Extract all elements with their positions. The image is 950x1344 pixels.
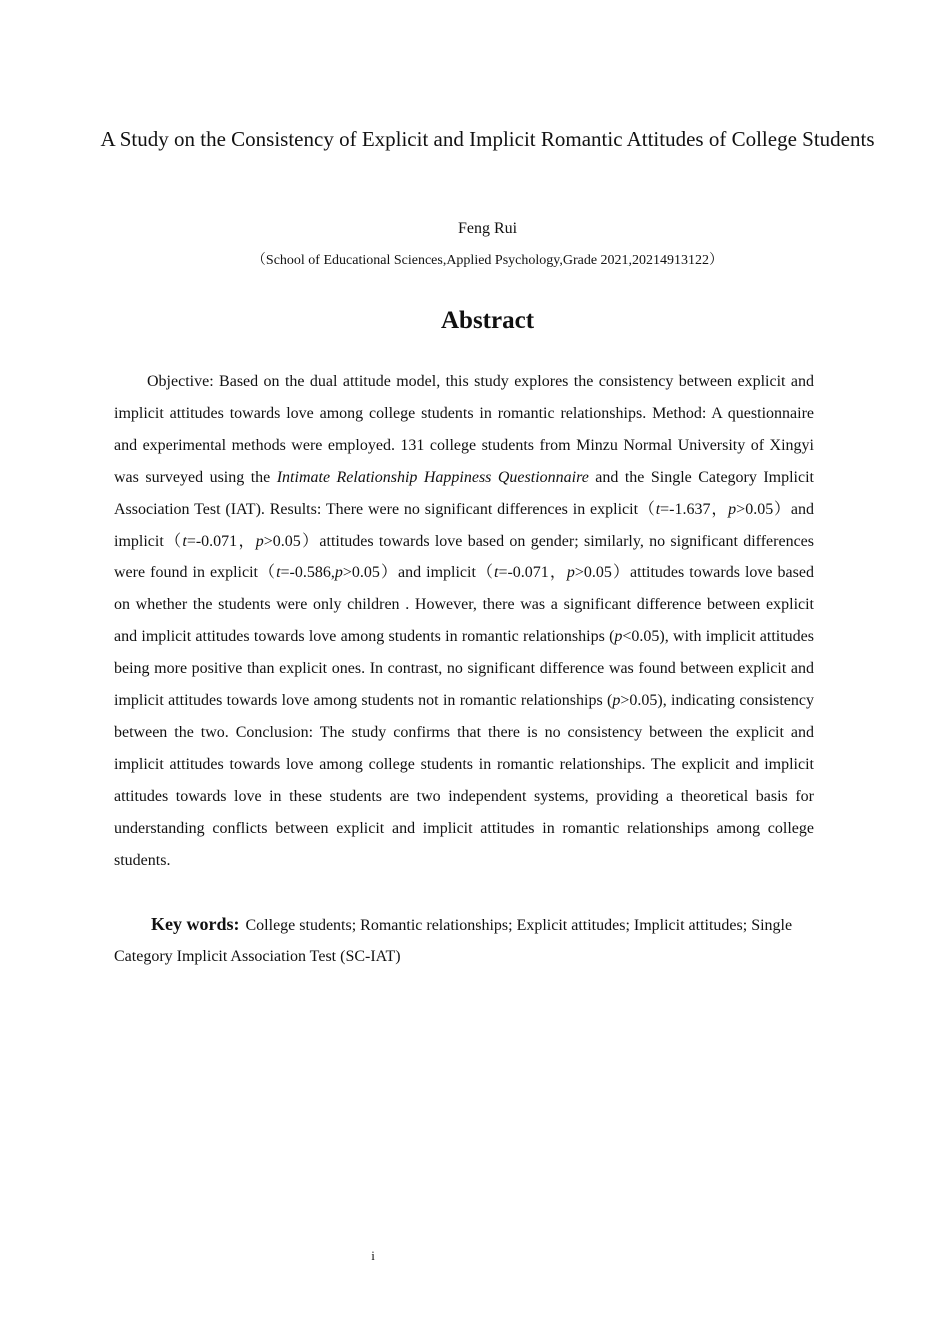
- abstract-text: >0.05）and implicit（: [342, 564, 494, 582]
- stat-symbol-p: p: [566, 564, 575, 582]
- abstract-text: >0.05）attitudes towards love based on gender; similarly, no significant differences were found in explicit（: [114, 532, 815, 582]
- abstract-text: >0.05）and implicit（: [114, 500, 814, 550]
- stat-symbol-p: p: [728, 500, 737, 518]
- abstract-text: =-0.586,: [280, 564, 335, 582]
- paper-title: A Study on the Consistency of Explicit and Implicit Romantic Attitudes of College Students: [100, 127, 875, 151]
- author-affiliation: （School of Educational Sciences,Applied Psychology,Grade 2021,20214913122）: [251, 253, 724, 268]
- author-name: Feng Rui: [457, 220, 518, 237]
- stat-symbol-p: p: [612, 692, 621, 710]
- keywords-label: Key words:: [151, 914, 240, 934]
- stat-symbol-t: t: [494, 564, 499, 582]
- abstract-text: =-0.071，: [498, 564, 567, 582]
- stat-symbol-p: p: [255, 532, 264, 550]
- keywords-paragraph: [114, 909, 814, 972]
- abstract-text: <0.05), with implicit attitudes being more positive than explicit ones. In contrast, no significant difference was found between explicit and implicit attitudes towards love among students not in romantic relationships (: [114, 628, 815, 710]
- questionnaire-title: Intimate Relationship Happiness Questionnaire: [276, 468, 589, 486]
- abstract-text: =-0.071，: [186, 532, 256, 550]
- keywords-text: College students; Romantic relationships; Explicit attitudes; Implicit attitudes; Single Category Implicit Association Test (SC-IAT): [114, 917, 793, 965]
- abstract-body: [114, 366, 814, 877]
- page-number: i: [371, 1248, 375, 1263]
- abstract-heading: Abstract: [440, 307, 535, 334]
- abstract-text: =-1.637，: [660, 500, 729, 518]
- abstract-text: >0.05), indicating consistency between the two. Conclusion: The study confirms that there is no consistency between the explicit and implicit attitudes towards love among college students in romantic relationships. The explicit and implicit attitudes towards love in these students are two independent systems, providing a theoretical basis for understanding conflicts between explicit and implicit attitudes in romantic relationships among college students.: [114, 692, 815, 869]
- abstract-text: and the Single Category Implicit Association Test (IAT). Results: There were no significant differences in explicit（: [114, 468, 814, 518]
- stat-symbol-t: t: [182, 532, 187, 550]
- stat-symbol-p: p: [334, 564, 343, 582]
- stat-symbol-p: p: [614, 628, 623, 646]
- abstract-text: Objective: Based on the dual attitude model, this study explores the consistency between explicit and implicit attitudes towards love among college students in romantic relationships. Method: A questionnaire and experimental methods were employed. 131 college students from Minzu Normal University of Xingyi was surveyed using the: [114, 373, 814, 486]
- stat-symbol-t: t: [655, 500, 661, 518]
- abstract-text: >0.05）attitudes towards love based on whether the students were only children . However, there was a significant difference between explicit and implicit attitudes towards love among students in romantic relationships (: [114, 564, 814, 646]
- stat-symbol-t: t: [276, 564, 281, 582]
